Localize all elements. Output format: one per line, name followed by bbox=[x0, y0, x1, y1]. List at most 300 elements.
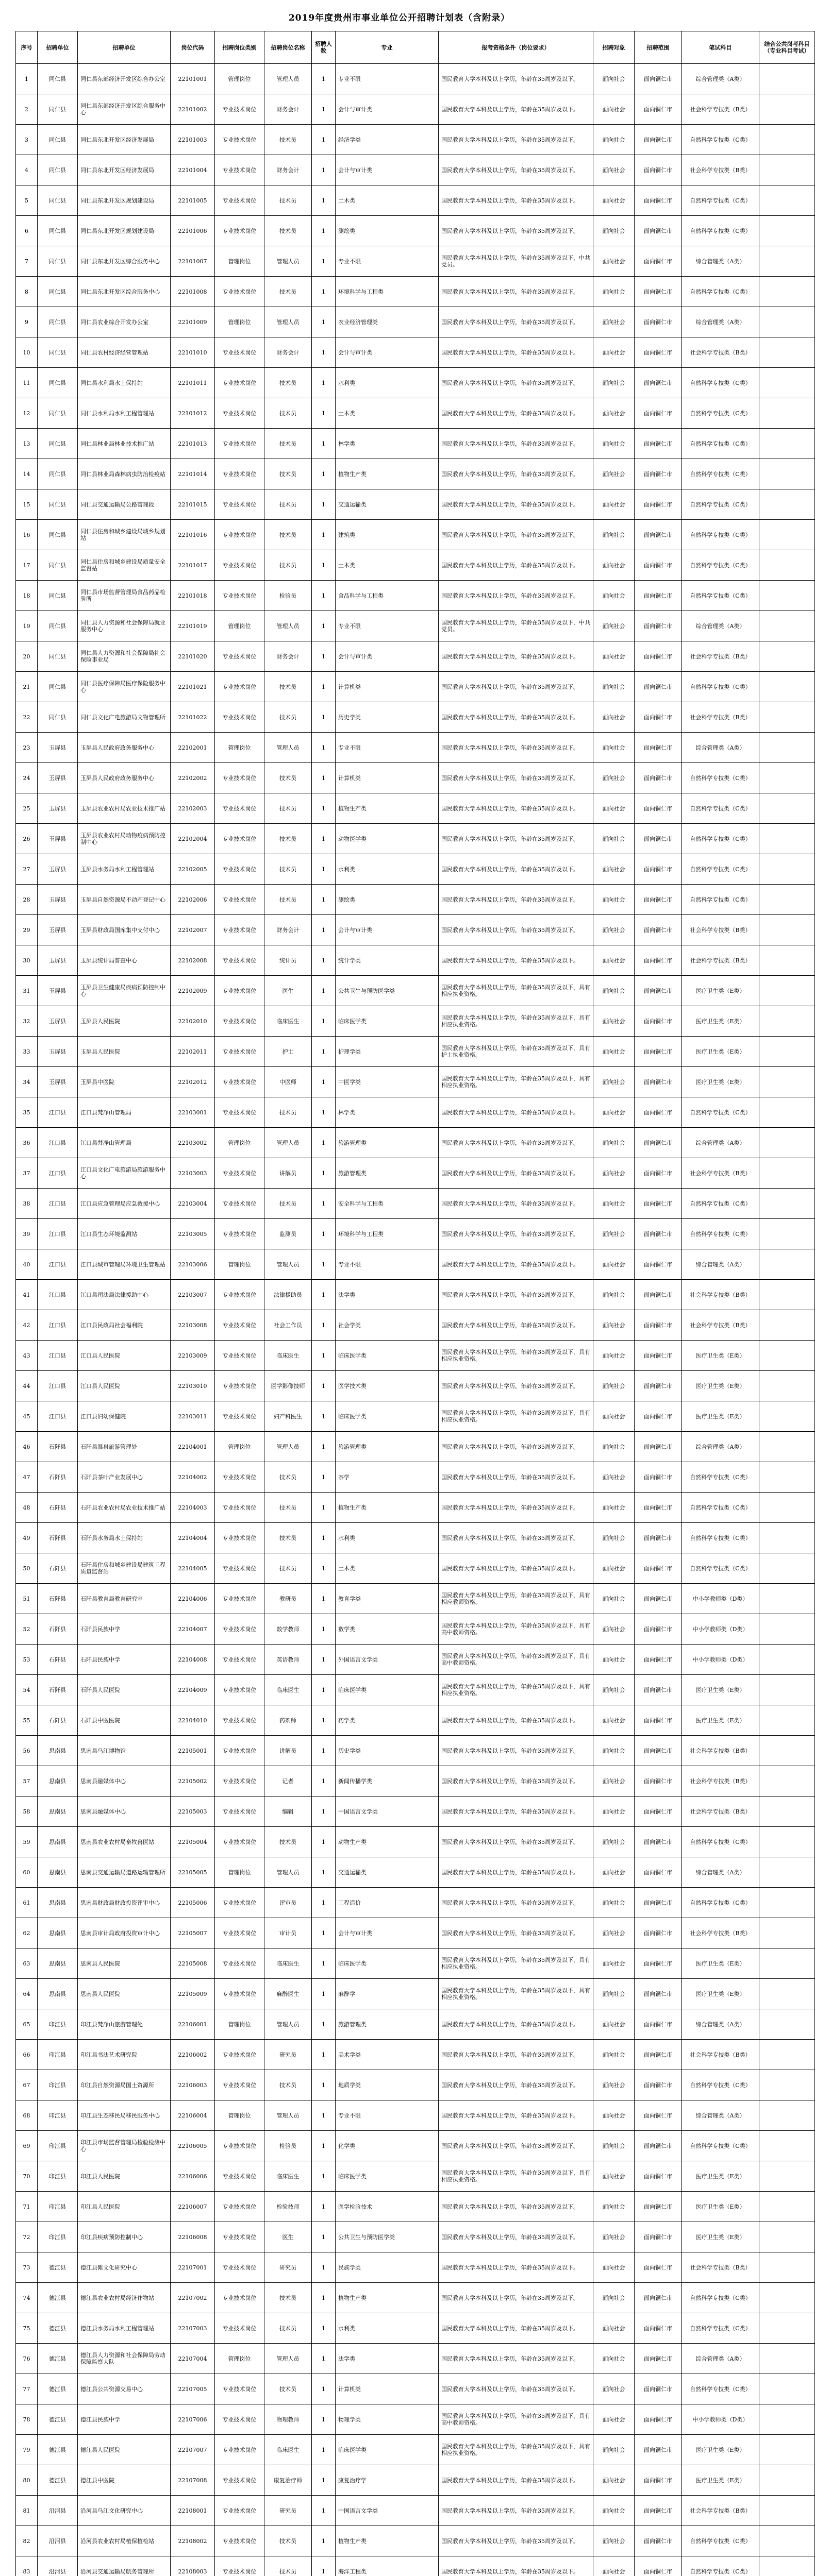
table-cell: 土木类 bbox=[336, 550, 439, 581]
table-cell: 综合管理类（A类） bbox=[682, 1857, 759, 1888]
table-cell bbox=[759, 793, 815, 824]
table-cell: 医疗卫生类（E类） bbox=[682, 1006, 759, 1037]
table-cell: 面向社会 bbox=[593, 2556, 635, 2576]
table-cell: 面向社会 bbox=[593, 1341, 635, 1371]
table-row bbox=[16, 489, 815, 520]
table-cell: 面向社会 bbox=[593, 2131, 635, 2161]
table-cell bbox=[759, 277, 815, 307]
table-cell: 面向铜仁市 bbox=[635, 1006, 682, 1037]
table-row bbox=[16, 1918, 815, 1948]
table-cell: 同仁县 bbox=[38, 611, 78, 641]
table-cell: 专业技术岗位 bbox=[215, 277, 264, 307]
table-cell: 68 bbox=[16, 2100, 38, 2131]
table-cell: 数学类 bbox=[336, 1614, 439, 1645]
table-cell: 玉屏县人民政府政务服务中心 bbox=[78, 733, 171, 763]
table-cell: 德江县民族中学 bbox=[78, 2404, 171, 2435]
table-cell: 临床医学类 bbox=[336, 1341, 439, 1371]
table-cell: 专业技术岗位 bbox=[215, 2222, 264, 2252]
table-cell: 石阡县水务局水土保持站 bbox=[78, 1523, 171, 1553]
table-cell: 思南县人民医院 bbox=[78, 1948, 171, 1979]
table-cell: 江口县梵净山管理局 bbox=[78, 1097, 171, 1128]
table-cell: 印江县 bbox=[38, 2192, 78, 2222]
table-cell: 国民教育大学本科及以上学历，年龄在35周岁及以下。 bbox=[439, 2070, 593, 2100]
table-cell: 德江县 bbox=[38, 2435, 78, 2465]
table-cell: 护理学类 bbox=[336, 1037, 439, 1067]
table-cell: 面向铜仁市 bbox=[635, 155, 682, 185]
table-cell: 自然科学专技类（C类） bbox=[682, 1219, 759, 1249]
table-cell: 1 bbox=[312, 1827, 336, 1857]
table-cell: 面向社会 bbox=[593, 1462, 635, 1493]
table-cell: 面向铜仁市 bbox=[635, 2192, 682, 2222]
table-cell: 社会科学专技类（B类） bbox=[682, 1797, 759, 1827]
table-cell: 专业技术岗位 bbox=[215, 1067, 264, 1097]
table-cell: 财务会计 bbox=[264, 155, 312, 185]
table-cell: 江口县 bbox=[38, 1097, 78, 1128]
table-cell bbox=[759, 733, 815, 763]
header-cell: 报考资格条件（岗位要求） bbox=[439, 31, 593, 64]
table-cell: 医学检验技术 bbox=[336, 2192, 439, 2222]
table-cell: 8 bbox=[16, 277, 38, 307]
table-cell: 思南县融媒体中心 bbox=[78, 1797, 171, 1827]
table-cell: 1 bbox=[312, 854, 336, 885]
table-cell bbox=[759, 2131, 815, 2161]
table-cell: 江口县司法局法律援助中心 bbox=[78, 1280, 171, 1310]
table-cell: 临床医学类 bbox=[336, 1401, 439, 1432]
table-cell: 德江县 bbox=[38, 2404, 78, 2435]
table-cell: 1 bbox=[312, 1645, 336, 1675]
table-cell: 1 bbox=[312, 1614, 336, 1645]
table-cell: 76 bbox=[16, 2344, 38, 2374]
table-cell: 面向铜仁市 bbox=[635, 2404, 682, 2435]
table-cell: 专业技术岗位 bbox=[215, 1888, 264, 1918]
table-cell: 面向铜仁市 bbox=[635, 672, 682, 702]
table-cell: 医疗卫生类（E类） bbox=[682, 2192, 759, 2222]
table-cell bbox=[759, 915, 815, 945]
table-header bbox=[16, 31, 815, 64]
table-cell: 管理人员 bbox=[264, 611, 312, 641]
table-cell: 管理人员 bbox=[264, 1432, 312, 1462]
table-cell: 49 bbox=[16, 1523, 38, 1553]
table-row bbox=[16, 1645, 815, 1675]
table-cell: 自然科学专技类（C类） bbox=[682, 763, 759, 793]
table-cell: 60 bbox=[16, 1857, 38, 1888]
table-cell: 化学类 bbox=[336, 2131, 439, 2161]
table-cell bbox=[759, 945, 815, 976]
table-cell: 德江县 bbox=[38, 2313, 78, 2344]
table-cell bbox=[759, 2070, 815, 2100]
table-row bbox=[16, 2283, 815, 2313]
table-row bbox=[16, 337, 815, 368]
table-cell: 印江县自然资源局国土资源所 bbox=[78, 2070, 171, 2100]
table-cell: 江口县人民医院 bbox=[78, 1371, 171, 1401]
table-cell: 10 bbox=[16, 337, 38, 368]
table-row bbox=[16, 398, 815, 429]
table-cell: 社会科学专技类（B类） bbox=[682, 1736, 759, 1766]
table-cell: 1 bbox=[312, 2404, 336, 2435]
table-cell: 法律援助员 bbox=[264, 1280, 312, 1310]
table-cell: 面向社会 bbox=[593, 1584, 635, 1614]
table-cell: 1 bbox=[312, 915, 336, 945]
table-cell: 江口县 bbox=[38, 1249, 78, 1280]
table-cell: 统计学类 bbox=[336, 945, 439, 976]
table-cell: 石阡县 bbox=[38, 1614, 78, 1645]
table-cell: 面向社会 bbox=[593, 1948, 635, 1979]
table-cell: 22104007 bbox=[171, 1614, 215, 1645]
header-cell: 招聘对象 bbox=[593, 31, 635, 64]
table-cell: 专业技术岗位 bbox=[215, 2374, 264, 2404]
table-cell: 31 bbox=[16, 976, 38, 1006]
table-cell: 研究员 bbox=[264, 2040, 312, 2070]
table-cell: 1 bbox=[312, 398, 336, 429]
table-cell: 石阡县民族中学 bbox=[78, 1614, 171, 1645]
table-cell: 面向社会 bbox=[593, 733, 635, 763]
table-cell: 自然科学专技类（C类） bbox=[682, 2070, 759, 2100]
table-cell: 管理岗位 bbox=[215, 1857, 264, 1888]
table-cell: 法学类 bbox=[336, 1280, 439, 1310]
table-row bbox=[16, 1797, 815, 1827]
table-cell: 沿河县 bbox=[38, 2526, 78, 2556]
table-cell: 国民教育大学本科及以上学历，年龄在35周岁及以下。 bbox=[439, 489, 593, 520]
table-cell: 22101022 bbox=[171, 702, 215, 733]
table-cell: 34 bbox=[16, 1067, 38, 1097]
table-cell: 面向铜仁市 bbox=[635, 1888, 682, 1918]
table-cell: 面向社会 bbox=[593, 1310, 635, 1341]
table-cell: 专业技术岗位 bbox=[215, 1675, 264, 1705]
table-cell: 1 bbox=[312, 581, 336, 611]
table-cell: 石阡县中医医院 bbox=[78, 1705, 171, 1736]
table-cell bbox=[759, 1523, 815, 1553]
table-cell: 江口县生态环境监测站 bbox=[78, 1219, 171, 1249]
table-cell: 医疗卫生类（E类） bbox=[682, 2161, 759, 2192]
table-cell: 面向社会 bbox=[593, 611, 635, 641]
table-cell: 专业技术岗位 bbox=[215, 216, 264, 246]
table-cell bbox=[759, 1310, 815, 1341]
table-cell: 面向社会 bbox=[593, 1736, 635, 1766]
table-cell: 技术员 bbox=[264, 1827, 312, 1857]
table-cell: 27 bbox=[16, 854, 38, 885]
table-cell: 管理人员 bbox=[264, 1857, 312, 1888]
table-cell: 国民教育大学本科及以上学历，年龄在35周岁及以下。 bbox=[439, 1705, 593, 1736]
table-cell: 面向铜仁市 bbox=[635, 1553, 682, 1584]
table-cell: 面向社会 bbox=[593, 763, 635, 793]
table-row bbox=[16, 581, 815, 611]
table-cell: 思南县 bbox=[38, 1736, 78, 1766]
table-cell: 印江县 bbox=[38, 2070, 78, 2100]
table-cell: 玉屏县农业农村局农业技术推广站 bbox=[78, 793, 171, 824]
table-cell bbox=[759, 94, 815, 125]
table-cell: 22101006 bbox=[171, 216, 215, 246]
table-cell: 面向社会 bbox=[593, 2313, 635, 2344]
table-cell: 江口县人民医院 bbox=[78, 1341, 171, 1371]
table-cell: 1 bbox=[312, 1918, 336, 1948]
table-cell: 1 bbox=[312, 1158, 336, 1189]
table-cell: 德江县公共资源交易中心 bbox=[78, 2374, 171, 2404]
table-cell: 66 bbox=[16, 2040, 38, 2070]
table-cell: 国民教育大学本科及以上学历，年龄在35周岁及以下。 bbox=[439, 1189, 593, 1219]
table-cell: 中医师 bbox=[264, 1067, 312, 1097]
table-cell: 73 bbox=[16, 2252, 38, 2283]
table-cell: 思南县财政局财政投资评审中心 bbox=[78, 1888, 171, 1918]
table-cell: 面向铜仁市 bbox=[635, 1280, 682, 1310]
table-cell: 22104005 bbox=[171, 1553, 215, 1584]
table-cell: 22103002 bbox=[171, 1128, 215, 1158]
table-cell: 印江县 bbox=[38, 2161, 78, 2192]
table-cell bbox=[759, 1918, 815, 1948]
table-cell: 国民教育大学本科及以上学历，年龄在35周岁及以下。 bbox=[439, 94, 593, 125]
table-cell: 石阡县温泉旅游管理处 bbox=[78, 1432, 171, 1462]
table-cell: 43 bbox=[16, 1341, 38, 1371]
table-cell: 面向铜仁市 bbox=[635, 2465, 682, 2496]
table-cell: 国民教育大学本科及以上学历，年龄在35周岁及以下。 bbox=[439, 1827, 593, 1857]
table-cell: 同仁县住房和城乡建设局质量安全监督站 bbox=[78, 550, 171, 581]
table-cell: 专业技术岗位 bbox=[215, 1189, 264, 1219]
table-cell: 22102004 bbox=[171, 824, 215, 854]
table-cell: 专业技术岗位 bbox=[215, 702, 264, 733]
table-cell: 管理人员 bbox=[264, 307, 312, 337]
table-cell: 面向铜仁市 bbox=[635, 2526, 682, 2556]
table-cell: 15 bbox=[16, 489, 38, 520]
table-cell: 22101014 bbox=[171, 459, 215, 489]
table-cell: 面向铜仁市 bbox=[635, 2435, 682, 2465]
table-cell: 国民教育大学本科及以上学历，年龄在35周岁及以下，具有护士执业资格。 bbox=[439, 1037, 593, 1067]
table-cell bbox=[759, 1857, 815, 1888]
table-cell: 22106001 bbox=[171, 2009, 215, 2040]
table-cell: 面向铜仁市 bbox=[635, 1645, 682, 1675]
table-cell bbox=[759, 885, 815, 915]
table-cell: 讲解员 bbox=[264, 1736, 312, 1766]
table-cell: 同仁县 bbox=[38, 641, 78, 672]
table-cell: 国民教育大学本科及以上学历，年龄在35周岁及以下。 bbox=[439, 155, 593, 185]
table-cell: 面向铜仁市 bbox=[635, 2252, 682, 2283]
table-cell: 临床医生 bbox=[264, 1341, 312, 1371]
table-cell bbox=[759, 489, 815, 520]
table-cell: 国民教育大学本科及以上学历，年龄在35周岁及以下。 bbox=[439, 2131, 593, 2161]
table-cell: 临床医学类 bbox=[336, 2161, 439, 2192]
table-cell bbox=[759, 2283, 815, 2313]
table-cell: 国民教育大学本科及以上学历，年龄在35周岁及以下，中共党员。 bbox=[439, 246, 593, 277]
table-row bbox=[16, 2131, 815, 2161]
table-cell: 会计与审计类 bbox=[336, 1918, 439, 1948]
table-cell: 思南县 bbox=[38, 1918, 78, 1948]
table-cell: 社会科学专技类（B类） bbox=[682, 2496, 759, 2526]
table-cell: 专业技术岗位 bbox=[215, 1645, 264, 1675]
table-cell: 22105006 bbox=[171, 1888, 215, 1918]
table-cell: 57 bbox=[16, 1766, 38, 1797]
table-cell: 专业技术岗位 bbox=[215, 672, 264, 702]
table-cell: 50 bbox=[16, 1553, 38, 1584]
table-row bbox=[16, 1766, 815, 1797]
table-cell: 国民教育大学本科及以上学历，年龄在35周岁及以下。 bbox=[439, 368, 593, 398]
table-cell: 面向铜仁市 bbox=[635, 2040, 682, 2070]
table-cell: 22105008 bbox=[171, 1948, 215, 1979]
table-cell: 专业技术岗位 bbox=[215, 1371, 264, 1401]
table-cell: 22101009 bbox=[171, 307, 215, 337]
table-cell: 面向社会 bbox=[593, 1614, 635, 1645]
table-row bbox=[16, 1462, 815, 1493]
table-cell: 22102007 bbox=[171, 915, 215, 945]
table-row bbox=[16, 2192, 815, 2222]
table-cell: 1 bbox=[312, 1553, 336, 1584]
table-cell: 思南县 bbox=[38, 1857, 78, 1888]
table-cell: 国民教育大学本科及以上学历，年龄在35周岁及以下。 bbox=[439, 277, 593, 307]
table-cell: 面向铜仁市 bbox=[635, 1189, 682, 1219]
table-row bbox=[16, 459, 815, 489]
table-cell: 面向铜仁市 bbox=[635, 976, 682, 1006]
table-row bbox=[16, 702, 815, 733]
table-cell: 1 bbox=[312, 1888, 336, 1918]
table-cell: 1 bbox=[312, 1189, 336, 1219]
table-cell: 综合管理类（A类） bbox=[682, 733, 759, 763]
table-cell bbox=[759, 702, 815, 733]
table-cell: 9 bbox=[16, 307, 38, 337]
table-cell: 技术员 bbox=[264, 854, 312, 885]
table-cell: 39 bbox=[16, 1219, 38, 1249]
table-cell: 面向社会 bbox=[593, 185, 635, 216]
table-cell bbox=[759, 1675, 815, 1705]
table-cell: 专业技术岗位 bbox=[215, 1493, 264, 1523]
table-cell: 社会科学专技类（B类） bbox=[682, 1918, 759, 1948]
table-cell: 22101001 bbox=[171, 64, 215, 94]
table-cell: 医疗卫生类（E类） bbox=[682, 1401, 759, 1432]
table-cell: 自然科学专技类（C类） bbox=[682, 185, 759, 216]
table-cell: 面向社会 bbox=[593, 1249, 635, 1280]
table-cell: 专业技术岗位 bbox=[215, 489, 264, 520]
table-cell: 专业技术岗位 bbox=[215, 1219, 264, 1249]
table-cell: 管理人员 bbox=[264, 2009, 312, 2040]
table-cell: 1 bbox=[312, 1432, 336, 1462]
table-cell: 技术员 bbox=[264, 2556, 312, 2576]
table-cell bbox=[759, 763, 815, 793]
table-row bbox=[16, 1189, 815, 1219]
table-cell: 沿河县农业农村局植保植检站 bbox=[78, 2526, 171, 2556]
table-cell: 22104006 bbox=[171, 1584, 215, 1614]
table-cell: 专业技术岗位 bbox=[215, 550, 264, 581]
table-cell: 检验技师 bbox=[264, 2192, 312, 2222]
table-cell: 1 bbox=[312, 550, 336, 581]
header-cell: 招聘岗位类别 bbox=[215, 31, 264, 64]
table-cell: 专业技术岗位 bbox=[215, 824, 264, 854]
table-cell: 同仁县 bbox=[38, 307, 78, 337]
table-row bbox=[16, 1888, 815, 1918]
table-cell: 德江县农业农村局经济作物站 bbox=[78, 2283, 171, 2313]
table-cell: 石阡县 bbox=[38, 1432, 78, 1462]
table-cell bbox=[759, 2040, 815, 2070]
table-cell: 47 bbox=[16, 1462, 38, 1493]
table-cell bbox=[759, 1280, 815, 1310]
table-cell: 22106004 bbox=[171, 2100, 215, 2131]
table-cell: 计算机类 bbox=[336, 672, 439, 702]
table-cell: 专业技术岗位 bbox=[215, 945, 264, 976]
table-cell bbox=[759, 1766, 815, 1797]
table-cell: 82 bbox=[16, 2526, 38, 2556]
table-cell: 22103009 bbox=[171, 1341, 215, 1371]
table-cell: 面向社会 bbox=[593, 2009, 635, 2040]
table-cell: 面向社会 bbox=[593, 125, 635, 155]
table-cell: 国民教育大学本科及以上学历，年龄在35周岁及以下。 bbox=[439, 854, 593, 885]
table-cell: 22 bbox=[16, 702, 38, 733]
table-cell: 印江县 bbox=[38, 2131, 78, 2161]
table-cell: 1 bbox=[312, 1097, 336, 1128]
table-row bbox=[16, 2374, 815, 2404]
table-cell: 德江县人民医院 bbox=[78, 2435, 171, 2465]
table-cell: 印江县市场监督管理局检验检测中心 bbox=[78, 2131, 171, 2161]
table-cell: 25 bbox=[16, 793, 38, 824]
table-cell: 22103007 bbox=[171, 1280, 215, 1310]
table-cell: 国民教育大学本科及以上学历，年龄在35周岁及以下，具有相应执业资格。 bbox=[439, 1401, 593, 1432]
table-cell: 玉屏县中医院 bbox=[78, 1067, 171, 1097]
table-cell: 自然科学专技类（C类） bbox=[682, 2374, 759, 2404]
table-cell: 国民教育大学本科及以上学历，年龄在35周岁及以下。 bbox=[439, 2526, 593, 2556]
table-cell: 1 bbox=[312, 793, 336, 824]
table-cell: 临床医学类 bbox=[336, 1675, 439, 1705]
table-cell: 面向社会 bbox=[593, 1280, 635, 1310]
table-cell: 22101003 bbox=[171, 125, 215, 155]
table-cell: 1 bbox=[312, 2313, 336, 2344]
table-cell: 计算机类 bbox=[336, 2374, 439, 2404]
table-cell: 社会科学专技类（B类） bbox=[682, 2040, 759, 2070]
table-cell: 面向铜仁市 bbox=[635, 489, 682, 520]
table-cell: 同仁县 bbox=[38, 277, 78, 307]
table-cell: 技术员 bbox=[264, 1523, 312, 1553]
table-cell: 面向铜仁市 bbox=[635, 1158, 682, 1189]
table-cell: 面向社会 bbox=[593, 1645, 635, 1675]
header-cell: 岗位代码 bbox=[171, 31, 215, 64]
table-cell: 22105002 bbox=[171, 1766, 215, 1797]
table-row bbox=[16, 1280, 815, 1310]
table-cell: 面向铜仁市 bbox=[635, 1249, 682, 1280]
table-cell: 国民教育大学本科及以上学历，年龄在35周岁及以下。 bbox=[439, 2556, 593, 2576]
table-cell: 面向社会 bbox=[593, 1523, 635, 1553]
table-cell: 面向铜仁市 bbox=[635, 1067, 682, 1097]
table-cell: 1 bbox=[312, 216, 336, 246]
table-cell: 22104002 bbox=[171, 1462, 215, 1493]
table-cell: 同仁县 bbox=[38, 702, 78, 733]
table-cell: 面向铜仁市 bbox=[635, 1037, 682, 1067]
table-cell: 22107006 bbox=[171, 2404, 215, 2435]
table-cell: 玉屏县 bbox=[38, 1067, 78, 1097]
table-cell: 1 bbox=[312, 2344, 336, 2374]
table-cell: 37 bbox=[16, 1158, 38, 1189]
table-row bbox=[16, 1128, 815, 1158]
table-cell: 22104010 bbox=[171, 1705, 215, 1736]
table-cell: 测绘类 bbox=[336, 885, 439, 915]
table-cell: 技术员 bbox=[264, 2374, 312, 2404]
table-cell: 1 bbox=[312, 459, 336, 489]
table-cell: 面向社会 bbox=[593, 1918, 635, 1948]
table-cell: 自然科学专技类（C类） bbox=[682, 1523, 759, 1553]
table-row bbox=[16, 1857, 815, 1888]
table-cell: 自然科学专技类（C类） bbox=[682, 2283, 759, 2313]
table-cell: 面向社会 bbox=[593, 2496, 635, 2526]
table-cell: 江口县梵净山管理局 bbox=[78, 1128, 171, 1158]
table-row bbox=[16, 1614, 815, 1645]
table-cell: 医生 bbox=[264, 976, 312, 1006]
table-cell: 1 bbox=[312, 2435, 336, 2465]
table-cell: 19 bbox=[16, 611, 38, 641]
table-cell: 17 bbox=[16, 550, 38, 581]
table-row bbox=[16, 2040, 815, 2070]
table-cell: 62 bbox=[16, 1918, 38, 1948]
table-cell bbox=[759, 1827, 815, 1857]
table-cell: 专业技术岗位 bbox=[215, 2161, 264, 2192]
table-cell: 22102012 bbox=[171, 1067, 215, 1097]
table-cell: 面向社会 bbox=[593, 520, 635, 550]
table-cell: 专业不限 bbox=[336, 611, 439, 641]
table-cell: 22106008 bbox=[171, 2222, 215, 2252]
table-cell: 国民教育大学本科及以上学历，年龄在35周岁及以下。 bbox=[439, 672, 593, 702]
table-cell: 面向铜仁市 bbox=[635, 1584, 682, 1614]
table-cell: 1 bbox=[312, 1310, 336, 1341]
